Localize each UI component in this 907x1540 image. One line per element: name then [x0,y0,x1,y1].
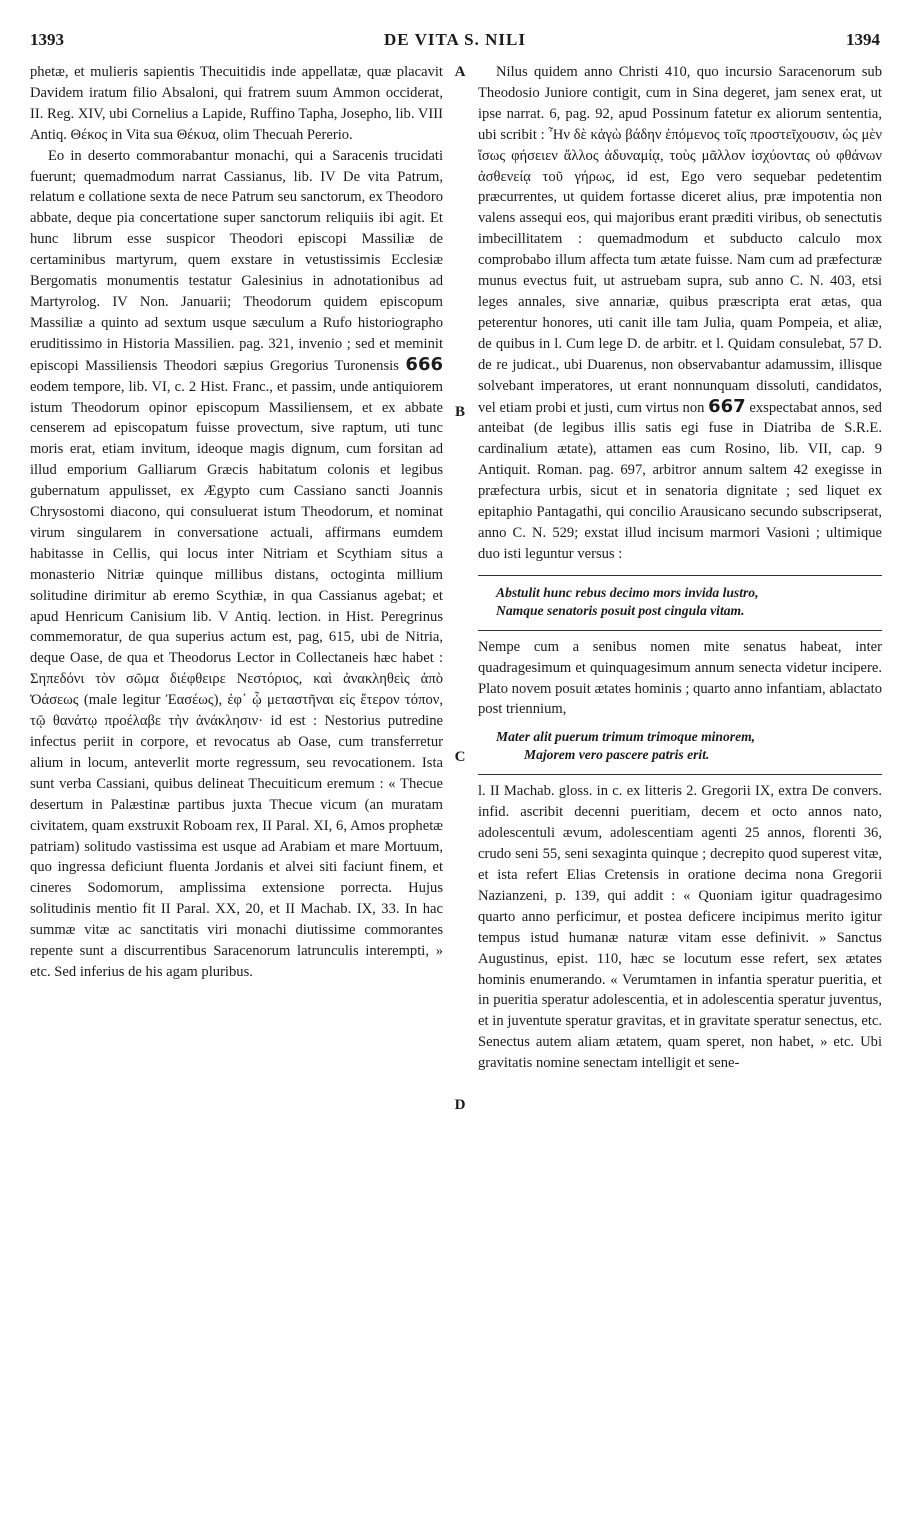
margin-marker-b: B [454,404,465,420]
verse-ages-line-1: Mater alit puerum trimum trimoque minorem, [496,729,756,745]
left-paragraph-2a: Eo in deserto commorabantur monachi, qui a Saracenis trucidati fuerunt; quemadmodum narrat Cassianus, lib. IV De vita Patrum, relatum e collatione sexta de nece Patrum seu sanctorum, ex Theodoro abbate, deque pia concertatione super sanctorum reliquiis ibi agit. Et hunc librum esse suspicor Theodori episcopi Massiliæ de certaminibus martyrum, quem exstare in vetustissimis Ecclesiæ Bergomatis monumentis testatur Galesinius in adnotationibus ad Martyrolog. IV Non. Januarii; Theodorum quidem episcopum Massiliæ a quinto ad sextum usque sæculum a Rufo historiographo eruditissimo in Historia Massilien. pag. 321, invenio ; sed et meminit episcopi Massiliensis Theodori sæpius Gregorius Turonensis [30,147,443,374]
left-paragraph-1: phetæ, et mulieris sapientis Thecuitidis inde appellatæ, quæ placavit Davidem iratum filio Absaloni, qui fratrem suum Ammon occiderat, II. Reg. XIV, ubi Cornelius a Lapide, Ruffino Tapha, Josepho, lib. VIII Antiq. Θέκος in Vita sua Θέκυα, olim Thecuah Pererio. [30,64,443,143]
right-paragraph-1 [478,62,882,565]
page-number-left: 1393 [30,30,64,49]
running-title: DE VITA S. NILI [384,30,526,49]
right-paragraph-1b: exspectabat annos, sed anteibat (de legibus illis satis egi fuse in Diatriba de S.R.E. cardinalium ætate), attamen eas cum Rosino, lib. VII, cap. 9 Antiquit. Roman. pag. 697, arbitror annum saltem 42 exegisse in præfectura urbis, sicut et in senatoria dignitate ; sed liquet ex epitaphio Pantagathi, qui concilio Arausicano secundo subscripserat, anno C. N. 529; exstat illud incisum marmori Vasioni ; ultimique duo isti leguntur versus : [478,399,882,562]
verse-epitaph-line-1: Abstulit hunc rebus decimo mors invida lustro, [496,584,759,600]
left-column [30,62,443,983]
left-paragraph-2 [30,146,443,983]
divider [478,774,882,775]
left-paragraph-2b: eodem tempore, lib. VI, c. 2 Hist. Franc., et passim, unde antiquiorem istum Theodorum opinor episcopum Massiliensem, et ex abbate censerem ad episcopatum fuisse provectum, sive raptum, uti tunc moris erat, etiam invitum, ideoque magis dignum, cum forsitan ad illud emporium Galliarum Græcis habitatum colonis et legibus gubernatum appulisset, ex Ægypto cum Cassiano sancti Joannis Chrysostomi diacono, qui consuluerat istum Theodorum, et nominat virum singularem in conversatione actuali, affirmans eumdem habitasse in Cellis, qui locus inter Nitriam et Scythiam situs a monasterio Nitriæ quinque millibus distans, octoginta millium solitudine dirimitur ab eremo Scythiæ, in qua Cassianus agebat; et apud Henricum Canisium lib. V Antiq. lection. in Hist. Peregrinus commemoratur, de qua superius actum est, pag, 615, ubi de Nitria, deque Oase, de qua et Theodorus Lector in Collectaneis hæc habet : Σηπεδόνι τὸν σῶμα διέφθειρε Νεστόριος, καὶ ἀνακληθεὶς ἀπὸ Ὀάσεως (male legitur Ἐασέως), ἐφ᾽ ᾧ μεταστῆναι εἰς ἕτερον τόπον, τῷ θανάτῳ προέλαβε τὴν ἀνάκλησιν· id est : Nestorius putredine infectus periit in corpore, et revocatus ab Oase, cum transferretur alium in locum, anteverlit morte regressum, seu revocationem. Ista sunt verba Cassiani, quibus delineat Thecuiticum eremum : « Thecue desertum in Palæstinæ partibus juxta Thecue vicum (an muratam civitatem, quam exstruxit Roboam rex, II Paral. XI, 6, Amos prophetæ patriam) solitudo vastissima est usque ad Arabiam et mare Mortuum, quo ingressa deficiunt fluenta Jordanis et alvei siti faciunt finem, et cineres Sodomorum, amplissima extensione porrecta. Hujus solitudinis mentio fit II Paral. XX, 20, et II Machab. IX, 33. In hac summæ vitæ ac sanctitatis viri monachi diutissime commorantes repente sunt a discurrentibus Saracenorum latrunculis interempti, » etc. Sed inferius de his agam pluribus. [30,378,443,980]
divider [478,575,882,576]
divider [478,630,882,631]
margin-marker-d: D [454,1097,466,1113]
page-header [30,30,880,60]
right-column [478,62,882,1074]
margin-marker-c: C [454,749,466,765]
column-number-666: 666 [405,353,443,375]
right-paragraph-1a: Nilus quidem anno Christi 410, quo incursio Saracenorum sub Theodosio Juniore contigit, cum in Sina degeret, jam senex erat, ut ipse narrat. 6, pag. 92, apud Possinum fatetur ex aliorum sententia, ubi scribit : Ἦν δὲ κἀγὼ βάδην ἑπόμενος τοῖς προστεῖχουσιν, ὡς μὲν ἴσως φήσειεν ἄλλος ἀδυναμίᾳ, τοὺς μᾶλλον ἰσχύοντας οὐ φθάνων ἀσθενείᾳ τοῦ γήρως, id est, Ego vero sequebar pedetentim præcurrentes, ut quidem fortasse diceret alius, præ impotentia non valens assequi eos, qui majoribus erant præditi viribus, ob senectutis imbecillitatem : quemadmodum et subducto calculo mox comprobabo illum affecta tum ætate fuisse. Nam cum ad præfecturæ munus evectus fuit, ut astruebam supra, sub anno C. N. 403, etsi leges annales, sive annariæ, quibus præscripta erat ætas, qua peterentur honores, uti canit ille tam Julia, quam Pompeia, et aliæ, de quibus in l. Cum lege D. de arbitr. et l. Quidam consulebat, 57 D. de re judicat., ubi Duarenus, non observabantur adamussim, illisque solvebant imperatores, ut erant nonnunquam dissoluti, candidatos, vel etiam probi et justi, cum virtus non [478,64,882,416]
verse-epitaph [478,584,882,620]
margin-marker-a: A [454,64,466,80]
page-number-right: 1394 [846,30,880,49]
right-paragraph-3: l. II Machab. gloss. in c. ex litteris 2. Gregorii IX, extra De convers. infid. ascribit decenni pueritiam, decem et octo annos nato, adolescentuli ævum, adolescentiam agenti 25 annos, florenti 36, crudo seni 55, seni sexaginta quinque ; decrepito quod superest vitæ, et ista refert Elias Cretensis in oratione decima nona Gregorii Nazianzeni, p. 139, qui addit : « Quoniam igitur quadragesimo quarto anno perficimur, et postea deficere incipimus merito igitur tempus istud humanæ naturæ vitam esse definivit. » Sanctus Augustinus, epist. 110, hæc se locutum esse refert, sex ætates hominis enumerando. « Verumtamen in infantia speratur pueritia, et in pueritia speratur adolescentia, et in adolescentia speratur juventus, et in juventute speratur gravitas, et in gravitate speratur senectus, etc. Senectus autem aliam ætatem, quam speret, non habet, » etc. Ubi gravitatis nomine senectam intelligit et sene- [478,783,882,1072]
verse-epitaph-line-2: Namque senatoris posuit post cingula vitam. [496,602,745,618]
verse-ages [478,728,882,764]
column-number-667: 667 [708,395,746,417]
verse-ages-line-2: Majorem vero pascere patris erit. [524,747,710,763]
right-paragraph-2: Nempe cum a senibus nomen mite senatus habeat, inter quadragesimum et quinquagesimum annum senecta videtur incipere. Plato novem posuit ætates hominis ; quarto anno infantiam, ablactato post triennium, [478,638,882,718]
